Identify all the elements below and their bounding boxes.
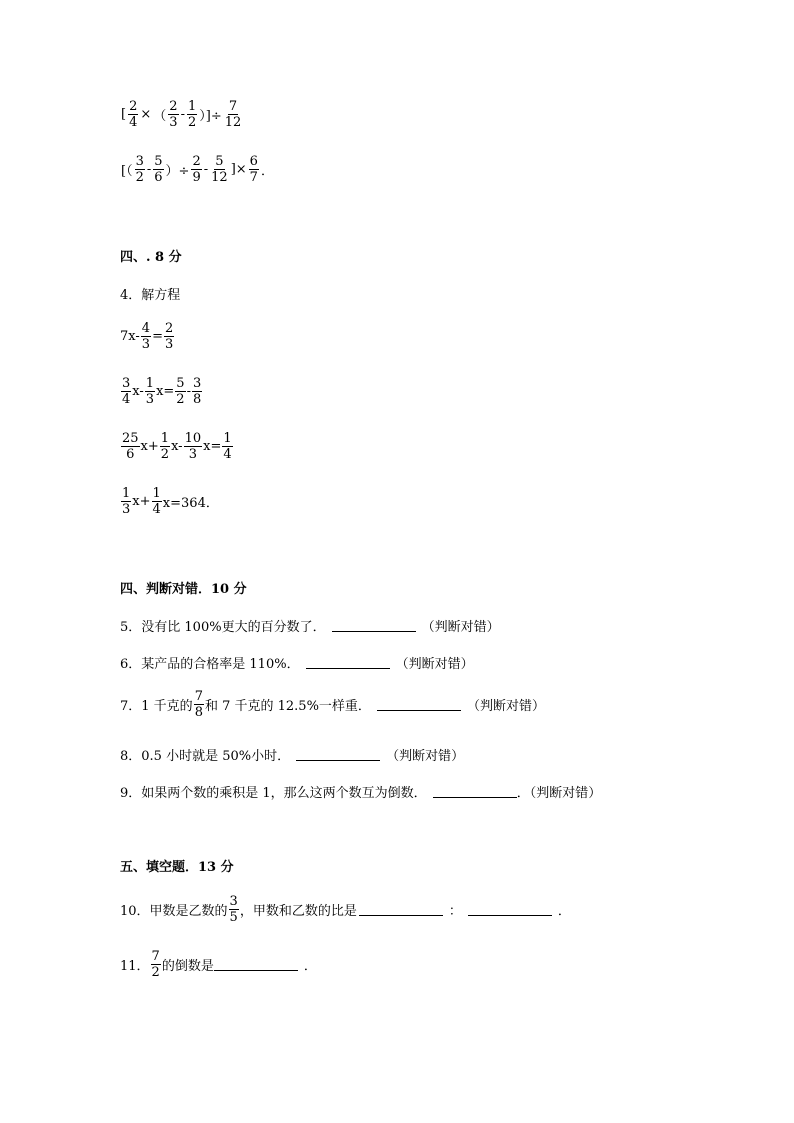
answer-blank[interactable] [296,748,380,761]
fraction: $\frac{7}{2}$ [151,949,160,980]
fraction: $\frac{1}{3}$ [122,486,131,517]
fraction: $\frac{1}{4}$ [152,486,161,517]
question-10: 10．甲数是乙数的 $\frac{3}{5}$ ，甲数和乙数的比是 ： ． [120,894,571,925]
equation-2: $\frac{3}{4}$ x- $\frac{1}{3}$ x= $\frac{5}{2}$ - $\frac{3}{8}$ [122,376,202,407]
fraction: $\frac{5}{2}$ [176,376,185,407]
fraction: $\frac{6}{7}$ [249,154,258,185]
minus-sign: - [146,162,152,177]
minus-sign: - [203,162,209,177]
answer-blank[interactable] [468,903,552,916]
fraction: $\frac{2}{4}$ [129,99,138,130]
paren: （ [153,109,167,124]
fraction: $\frac{4}{3}$ [141,321,151,352]
answer-blank[interactable] [359,903,443,916]
fraction: $\frac{2}{9}$ [192,154,201,185]
fraction: $\frac{2}{3}$ [164,321,174,352]
fraction: $\frac{1}{2}$ [160,431,170,462]
fraction: $\frac{1}{4}$ [223,431,232,462]
paren-divide: ）]÷ [199,109,222,124]
fraction: $\frac{3}{4}$ [122,376,131,407]
question-9: 9．如果两个数的乘积是 1，那么这两个数互为倒数． ．（判断对错） [120,786,602,801]
question-4-label: 4．解方程 [120,288,181,303]
period: ． [260,164,274,179]
minus-sign: - [180,107,185,122]
expression-1 [120,100,243,129]
bracket-open: [（ [121,164,133,179]
answer-blank[interactable] [377,698,461,711]
section-heading-6: 五、填空题．13 分 [120,860,234,875]
equation-3: $\frac{25}{6}$ x+ $\frac{1}{2}$ x- $\frac{10}{3}$ x= $\frac{1}{4}$ [122,431,232,462]
fraction: $\frac{5}{12}$ [211,154,228,185]
fraction: $\frac{1}{3}$ [145,376,155,407]
bracket: [ [121,107,127,122]
fraction: $\frac{3}{5}$ [229,894,238,925]
fraction: $\frac{10}{3}$ [184,431,202,462]
fraction: $\frac{25}{6}$ [122,431,139,462]
question-5: 5．没有比 100%更大的百分数了． （判断对错） [120,620,500,635]
question-11: 11． $\frac{7}{2}$ 的倒数是 ． [120,949,317,980]
equation-4: $\frac{1}{3}$ x+ $\frac{1}{4}$ x=364． [122,486,219,517]
question-6: 6．某产品的合格率是 110%． （判断对错） [120,657,474,672]
times-sign: × [140,107,152,122]
section-heading-5: 四、判断对错．10 分 [120,582,247,597]
equation-1: 7x- $\frac{4}{3}$ = $\frac{2}{3}$ [120,321,174,352]
fraction: $\frac{7}{8}$ [194,689,203,720]
fraction: $\frac{3}{8}$ [192,376,202,407]
bracket-close: ]× [230,162,247,177]
fraction: $\frac{1}{2}$ [187,99,197,130]
divide-sign: ）÷ [165,164,190,179]
fraction: $\frac{7}{12}$ [224,99,242,130]
answer-blank[interactable] [433,785,517,798]
fraction: $\frac{3}{2}$ [135,154,144,185]
answer-blank[interactable] [306,656,390,669]
question-7: 7．1 千克的 $\frac{7}{8}$ 和 7 千克的 12.5%一样重． （判断对错） [120,689,545,720]
expression-2 [120,155,275,184]
answer-blank[interactable] [332,619,416,632]
question-8: 8．0.5 小时就是 50%小时． （判断对错） [120,749,465,764]
answer-blank[interactable] [214,958,298,971]
fraction: $\frac{2}{3}$ [169,99,178,130]
fraction: $\frac{5}{6}$ [154,154,163,185]
section-heading-4: 四、. 8 分 [120,250,182,265]
